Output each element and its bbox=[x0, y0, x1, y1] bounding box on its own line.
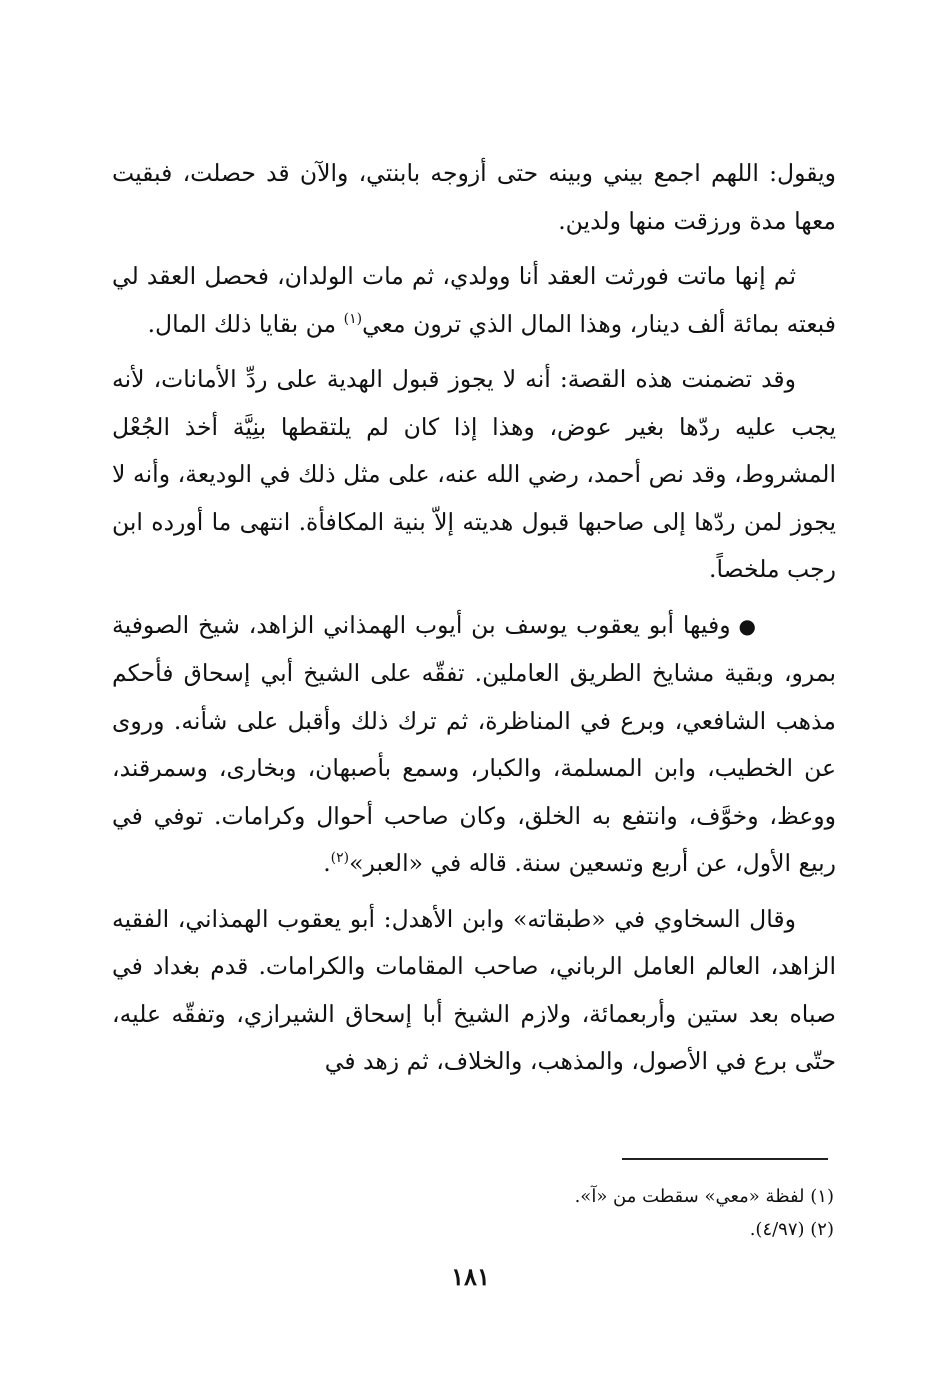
main-text bbox=[112, 150, 836, 1086]
paragraph-2-text-end: من بقايا ذلك المال. bbox=[147, 309, 344, 338]
paragraph-3 bbox=[112, 356, 836, 594]
footnote-2: (٢) (٤/٩٧). bbox=[749, 1219, 834, 1240]
footnotes bbox=[420, 1180, 834, 1246]
footnote-ref-1[interactable]: (١) bbox=[343, 310, 363, 327]
paragraph-2 bbox=[112, 253, 836, 348]
bullet-icon: ● bbox=[738, 613, 756, 638]
paragraph-4-text: وفيها أبو يعقوب يوسف بن أيوب الهمذاني الزاهد، شيخ الصوفية بمرو، وبقية مشايخ الطريق العاملين. تفقّه على الشيخ أبي إسحاق فأحكم مذهب الشافعي، وبرع في المناظرة، ثم ترك ذلك وأقبل على شأنه. وروى عن الخطيب، وابن المسلمة، والكبار، وسمع بأصبهان، وبخارى، وسمرقند، ووعظ، وخوَّف، وانتفع به الخلق، وكان صاحب أحوال وكرامات. توفي في ربيع الأول، عن أربع وتسعين سنة. قاله في «العبر» bbox=[112, 610, 836, 877]
paragraph-5-text: وقال السخاوي في «طبقاته» وابن الأهدل: أبو يعقوب الهمذاني، الفقيه الزاهد، العالم العامل الرباني، صاحب المقامات والكرامات. قدم بغداد في صباه بعد ستين وأربعمائة، ولازم الشيخ أبا إسحاق الشيرازي، وتفقّه عليه، حتّى برع في الأصول، والمذهب، والخلاف، ثم زهد في bbox=[112, 904, 836, 1075]
paragraph-5 bbox=[112, 896, 836, 1086]
footnote-1: (١) لفظة «معي» سقطت من «آ». bbox=[574, 1186, 834, 1207]
paragraph-2-text: ثم إنها ماتت فورثت العقد أنا وولدي، ثم مات الولدان، فحصل العقد لي فبعته بمائة ألف دينار، وهذا المال الذي ترون معي bbox=[112, 262, 836, 338]
footnote-divider bbox=[622, 1158, 828, 1160]
paragraph-3-text: وقد تضمنت هذه القصة: أنه لا يجوز قبول الهدية على ردِّ الأمانات، لأنه يجب عليه ردّها بغير عوض، وهذا إذا كان لم يلتقطها بنِيَّة أخذ الجُعْل المشروط، وقد نص أحمد، رضي الله عنه، على مثل ذلك في الوديعة، وأنه لا يجوز لمن ردّها إلى صاحبها قبول هديته إلاّ بنية المكافأة. انتهى ما أورده ابن رجب ملخصاً. bbox=[112, 365, 836, 583]
page-number: ١٨١ bbox=[451, 1262, 490, 1291]
paragraph-4 bbox=[112, 602, 836, 888]
paragraph-1 bbox=[112, 150, 836, 245]
footnote-ref-2[interactable]: (٢) bbox=[330, 850, 350, 867]
paragraph-4-text-end: . bbox=[323, 849, 331, 877]
paragraph-1-text: ويقول: اللهم اجمع بيني وبينه حتى أزوجه بابنتي، والآن قد حصلت، فبقيت معها مدة ورزقت منها ولدين. bbox=[112, 159, 836, 235]
